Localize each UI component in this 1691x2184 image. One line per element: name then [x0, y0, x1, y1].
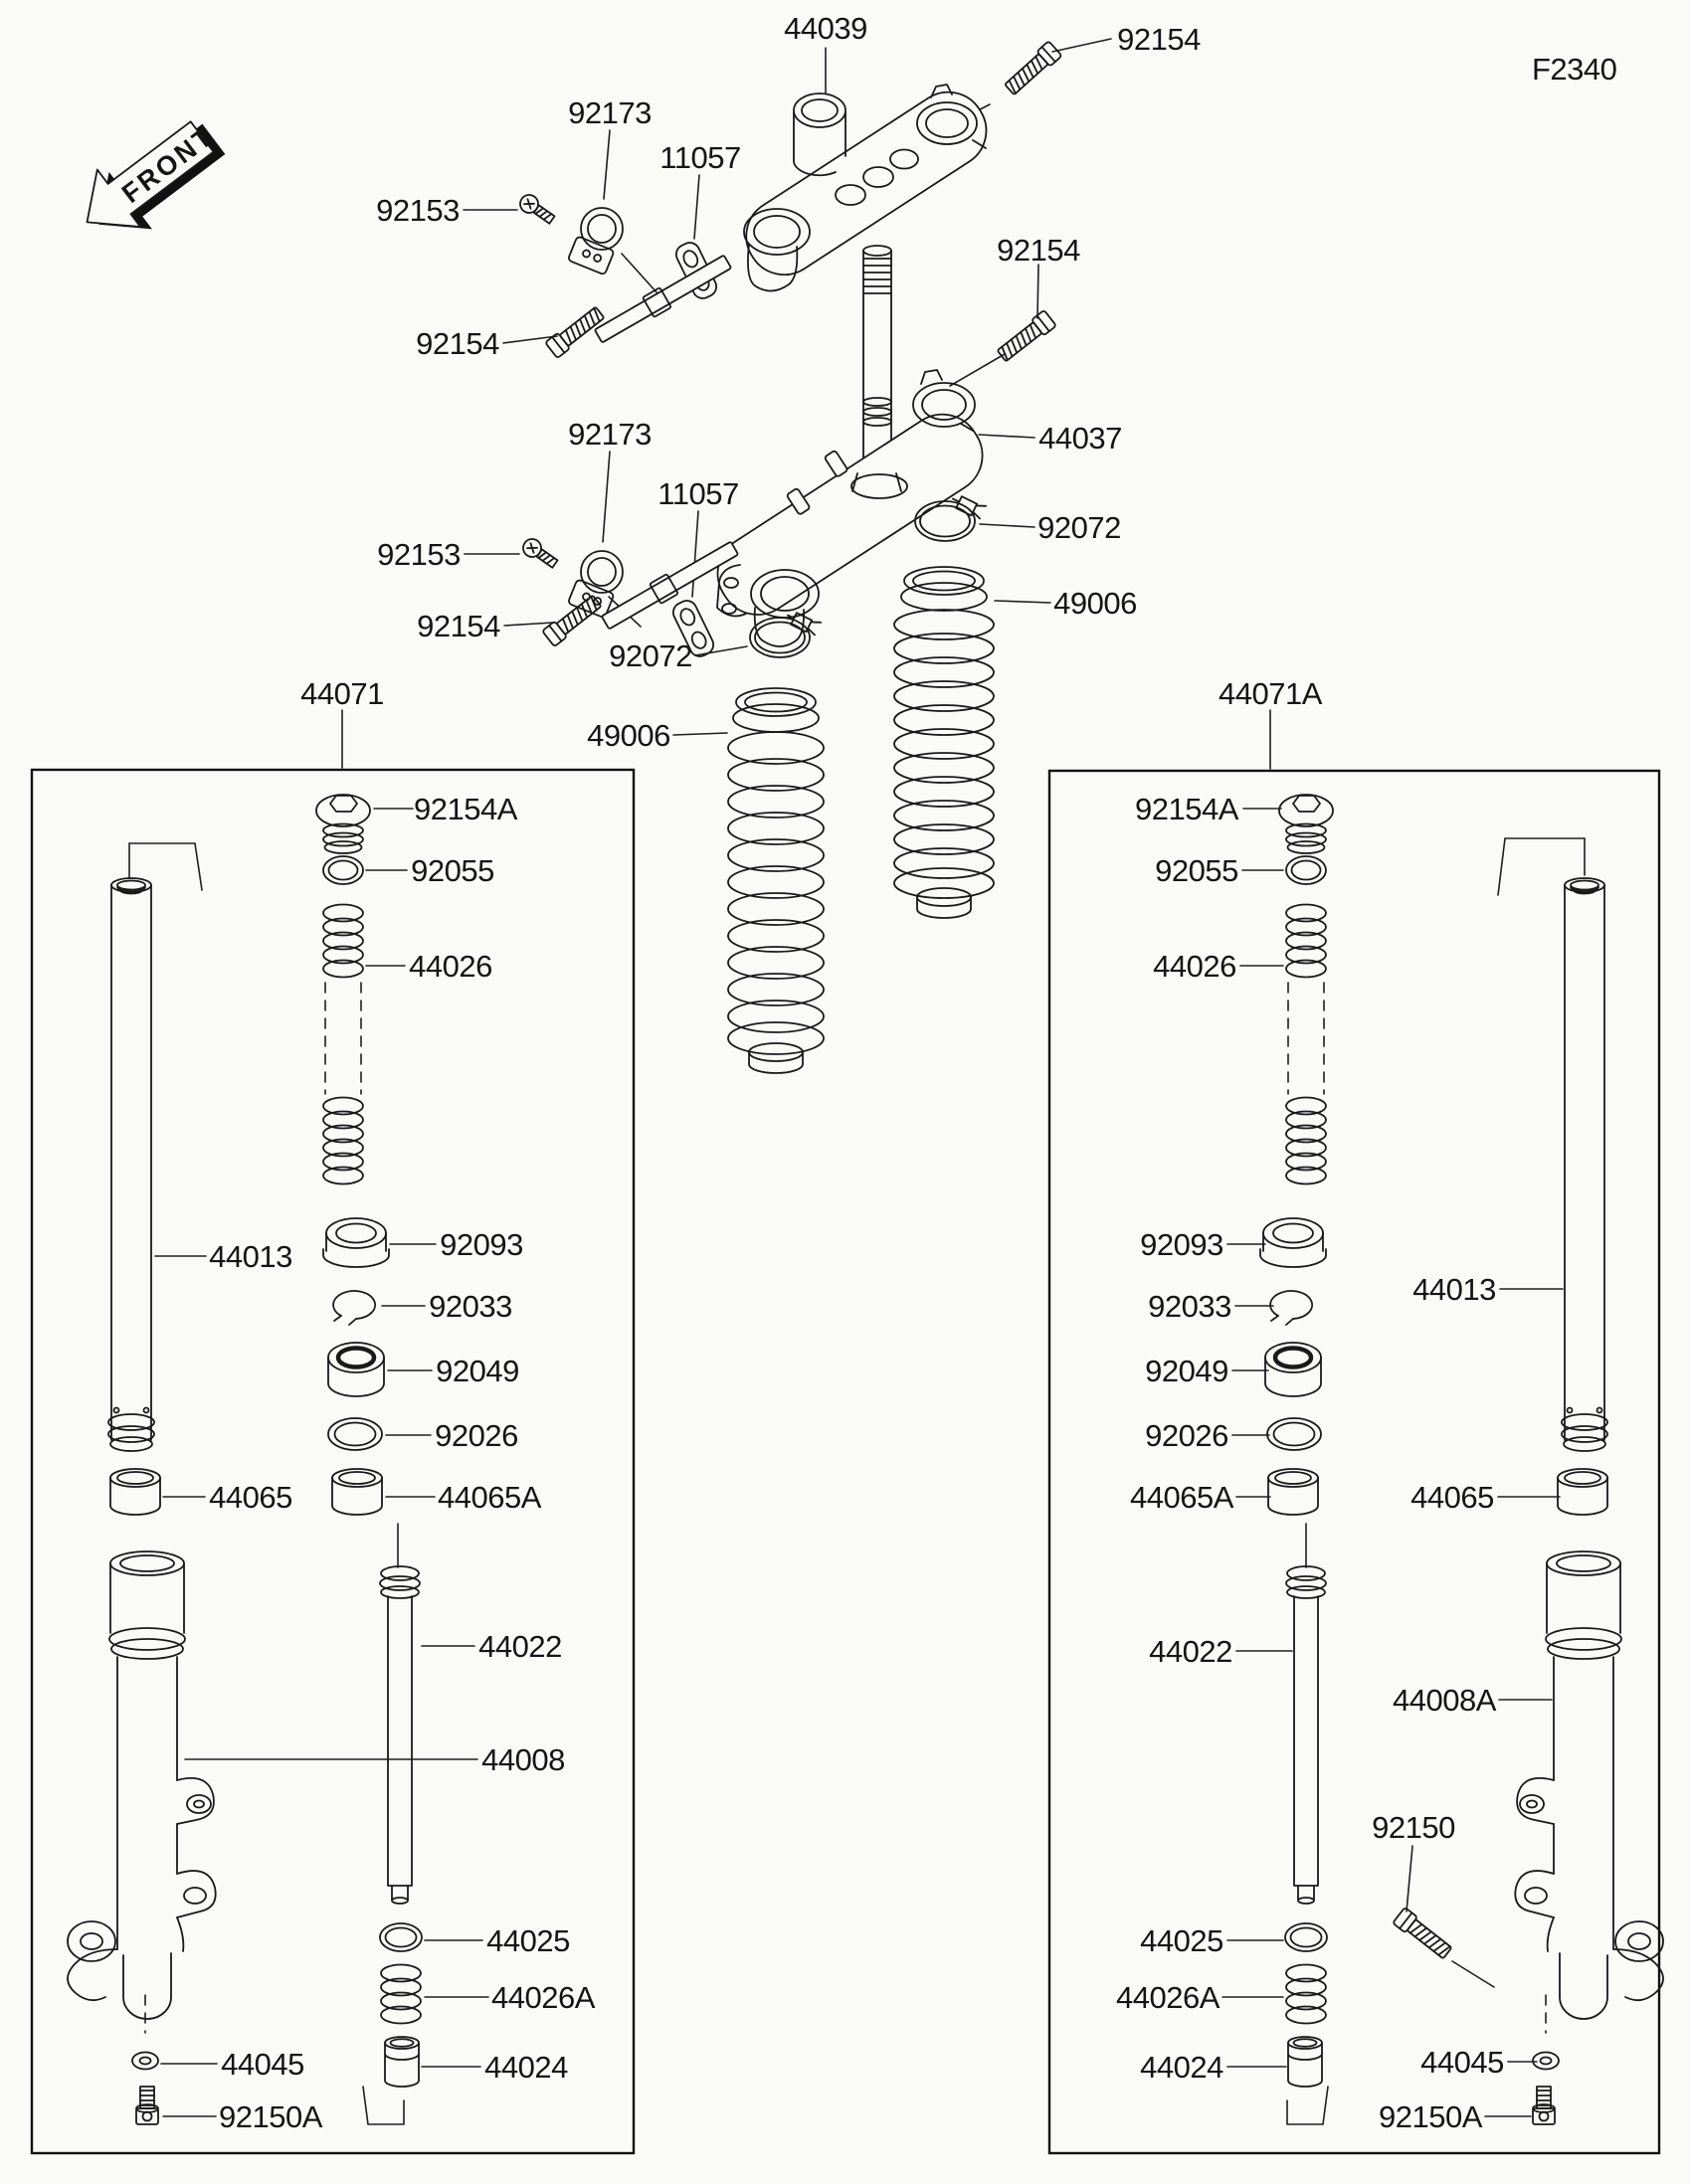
- callout-44026A-right: 44026A: [1116, 1980, 1220, 2015]
- callout-49006-right: 49006: [1053, 586, 1137, 621]
- callout-92154-top: 92154: [1117, 22, 1201, 57]
- callout-44008A: 44008A: [1393, 1683, 1496, 1718]
- callout-44037: 44037: [1038, 421, 1122, 455]
- leader-lines-top: [342, 39, 1270, 769]
- callout-92026-left: 92026: [435, 1418, 518, 1453]
- callout-44024-left: 44024: [484, 2050, 568, 2085]
- cable-clamp-92173-upper: [568, 208, 623, 274]
- steering-stem: [863, 246, 891, 475]
- callout-92150A-right: 92150A: [1379, 2099, 1482, 2134]
- callout-92154-stem: 92154: [997, 233, 1080, 268]
- callout-44071A: 44071A: [1219, 676, 1322, 711]
- callout-92154A-right: 92154A: [1135, 792, 1238, 826]
- callout-92072-left: 92072: [609, 638, 692, 673]
- callout-92173-lower: 92173: [568, 417, 652, 452]
- callout-44065A-right: 44065A: [1130, 1480, 1233, 1515]
- callout-44022-right: 44022: [1149, 1634, 1232, 1669]
- callout-44065A-left: 44065A: [438, 1480, 541, 1515]
- screw-92153-upper: [516, 191, 557, 227]
- callout-44025-right: 44025: [1140, 1923, 1223, 1958]
- callout-44045-left: 44045: [221, 2047, 304, 2082]
- band-strap-upper: [593, 252, 733, 346]
- callout-92154-lower-left: 92154: [417, 609, 500, 643]
- callout-92093-left: 92093: [440, 1227, 523, 1262]
- callout-44026-right: 44026: [1153, 949, 1236, 984]
- callout-92033-right: 92033: [1148, 1289, 1231, 1324]
- callout-44065-left: 44065: [209, 1480, 292, 1515]
- callout-44013-right: 44013: [1412, 1272, 1496, 1307]
- lower-triple-clamp-44037: [703, 370, 997, 646]
- callout-92055-left: 92055: [411, 853, 494, 888]
- callout-92153-lower: 92153: [377, 537, 461, 572]
- screw-92153-lower: [519, 535, 560, 571]
- callout-92153-upper: 92153: [376, 193, 460, 228]
- callout-92093-right: 92093: [1140, 1227, 1223, 1262]
- callout-11057-upper: 11057: [659, 140, 741, 175]
- callout-44026-left: 44026: [409, 949, 492, 984]
- callout-92072-right: 92072: [1037, 510, 1121, 545]
- callout-44026A-left: 44026A: [491, 1980, 595, 2015]
- callout-92154A-left: 92154A: [414, 792, 517, 826]
- callout-92173-upper: 92173: [568, 95, 652, 130]
- dust-bellows-49006-left: [728, 688, 824, 1073]
- callout-92154-upper-left: 92154: [416, 326, 499, 361]
- callout-44008-left: 44008: [481, 1742, 565, 1777]
- callout-44024-right: 44024: [1140, 2050, 1223, 2085]
- bolt-92150: [1393, 1908, 1453, 1961]
- bolt-92154-top: [1003, 41, 1061, 96]
- callout-92049-right: 92049: [1145, 1354, 1228, 1388]
- callout-92049-left: 92049: [436, 1354, 519, 1388]
- page-code: F2340: [1532, 52, 1617, 87]
- bolt-92154-stem: [996, 310, 1056, 364]
- callout-44039: 44039: [784, 11, 867, 46]
- callout-44013-left: 44013: [209, 1239, 292, 1274]
- front-arrow-label: FRONT: [116, 120, 221, 210]
- front-direction-arrow: [66, 101, 237, 258]
- right-fork-parts: [1222, 795, 1663, 2124]
- callout-11057-lower: 11057: [658, 476, 739, 511]
- callout-44022-left: 44022: [478, 1629, 562, 1664]
- callout-49006-left: 49006: [587, 718, 670, 753]
- callout-44045-right: 44045: [1420, 2045, 1504, 2080]
- callout-92026-right: 92026: [1145, 1418, 1228, 1453]
- callout-44065-right: 44065: [1410, 1480, 1494, 1515]
- dust-bellows-49006-right: [894, 567, 994, 918]
- callout-92033-left: 92033: [429, 1289, 512, 1324]
- callout-92150A-left: 92150A: [219, 2099, 322, 2134]
- callout-92055-right: 92055: [1155, 853, 1238, 888]
- callout-92150: 92150: [1372, 1810, 1455, 1845]
- callout-44071: 44071: [300, 676, 384, 711]
- callout-44025-left: 44025: [486, 1923, 570, 1958]
- left-fork-parts: [68, 795, 488, 2124]
